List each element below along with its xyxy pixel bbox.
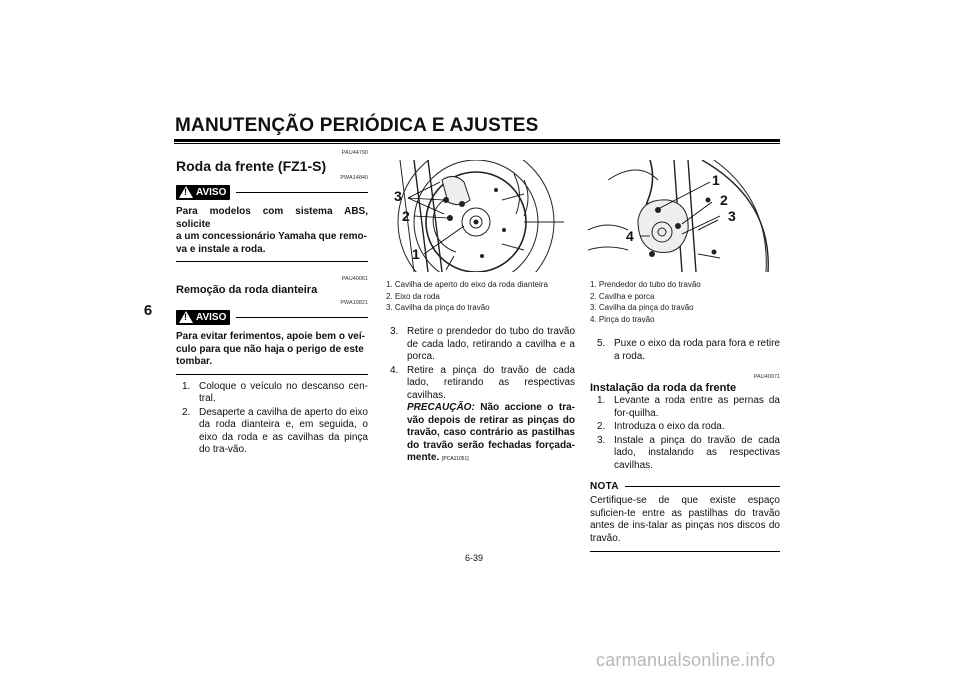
front-wheel-figure-2 <box>588 160 780 272</box>
list-item: 3. Retire o prendedor do tubo do travão de cada lado, retirando a cavilha e a porca. <box>390 326 575 362</box>
removal-steps <box>176 381 368 457</box>
brake-caliper-illustration <box>588 160 780 272</box>
callout-3: 3 <box>394 188 402 204</box>
callout-4: 4 <box>626 228 634 244</box>
install-steps <box>590 395 780 472</box>
caution-text: Não accione o tra-vão depois de retirar as pinças do travão, caso contrário as pastilhas do travão serão fechadas forçada-mente. <box>407 402 575 463</box>
middle-steps <box>390 326 575 467</box>
warning-triangle-icon: ! <box>179 186 193 198</box>
ref-code: [PCA11051] <box>442 456 469 462</box>
aviso-rule <box>236 192 368 193</box>
callout-2: 2 <box>720 192 728 208</box>
header-rule <box>174 139 780 142</box>
warning-end-rule <box>176 261 368 262</box>
right-step-5 <box>597 338 780 364</box>
warning-end-rule <box>176 374 368 375</box>
warning-header <box>176 183 368 201</box>
callout-1: 1 <box>412 246 420 262</box>
callout-1: 1 <box>712 172 720 188</box>
list-item: 5. Puxe o eixo da roda para fora e retire a roda. <box>597 338 780 362</box>
ref-code: PAU40061 <box>341 276 368 282</box>
aviso-badge: ! AVISO <box>176 310 230 325</box>
subsection-title: Remoção da roda dianteira <box>176 284 318 296</box>
callout-3: 3 <box>728 208 736 224</box>
nota-label: NOTA <box>590 480 619 492</box>
list-item: 1. Levante a roda entre as pernas da for-quilha. <box>597 395 780 419</box>
warning-triangle-icon: ! <box>179 311 193 323</box>
caution-label: PRECAUÇÃO: <box>407 402 475 413</box>
list-item: 1. Coloque o veículo no descanso cen-tral. <box>182 380 368 404</box>
aviso-rule <box>236 317 368 318</box>
list-item: 2. Introduza o eixo da roda. <box>597 421 725 432</box>
ref-code: PAU40071 <box>753 374 780 380</box>
nota-header <box>590 478 780 494</box>
callout-2: 2 <box>402 208 410 224</box>
subsection-title: Instalação da roda da frente <box>590 382 737 394</box>
warning-header <box>176 308 368 326</box>
ref-code: PWA14840 <box>340 175 368 181</box>
ref-code: PAU44790 <box>341 150 368 156</box>
ref-code: PWA10821 <box>340 300 368 306</box>
list-item: 2. Desaperte a cavilha de aperto do eixo da roda dianteira e, em seguida, o eixo da roda e as cavilhas da pinça do tra-vão. <box>182 406 368 455</box>
chapter-tab: 6 <box>143 302 153 319</box>
aviso-badge: ! AVISO <box>176 185 230 200</box>
front-wheel-figure-1 <box>384 160 576 272</box>
list-item: 4. Retire a pinça do travão de cada lado, retirando as respectivas cavilhas. PRECAUÇÃO: Não accione o tra-vão depois de retirar as pinças do travão, caso contrário as pastilhas do travão serão fechadas forçada-mente. [PCA11051] <box>390 364 575 463</box>
nota-text: Certifique-se de que existe espaço suficien-te entre as pastilhas do travão antes de ins-talar as pinças nos discos do travão. <box>590 495 780 544</box>
figure-2-caption: 1. Prendedor do tubo do travão 2. Cavilha e porca 3. Cavilha da pinça do travão 4. Pinça do travão <box>590 280 701 324</box>
left-column <box>176 150 368 458</box>
section-title: Roda da frente (FZ1-S) <box>176 158 327 174</box>
nota-end-rule <box>590 551 780 552</box>
page-title: MANUTENÇÃO PERIÓDICA E AJUSTES <box>175 115 539 136</box>
watermark: carmanualsonline.info <box>596 650 776 670</box>
warning-text: Para modelos com sistema ABS, solicite a um concessionário Yamaha que remo- va e instale a roda. <box>176 206 368 255</box>
figure-1-caption: 1. Cavilha de aperto do eixo da roda dianteira 2. Eixo da roda 3. Cavilha da pinça do travão <box>386 280 548 312</box>
list-item: 3. Instale a pinça do travão de cada lado, instalando as respectivas cavilhas. <box>597 434 780 471</box>
page-number: 6-39 <box>465 553 484 563</box>
warning-text: Para evitar ferimentos, apoie bem o veí- culo para que não haja o perigo de este tombar. <box>176 331 365 367</box>
header-rule-thin <box>174 143 780 144</box>
nota-rule <box>625 486 780 487</box>
install-section <box>590 374 780 552</box>
